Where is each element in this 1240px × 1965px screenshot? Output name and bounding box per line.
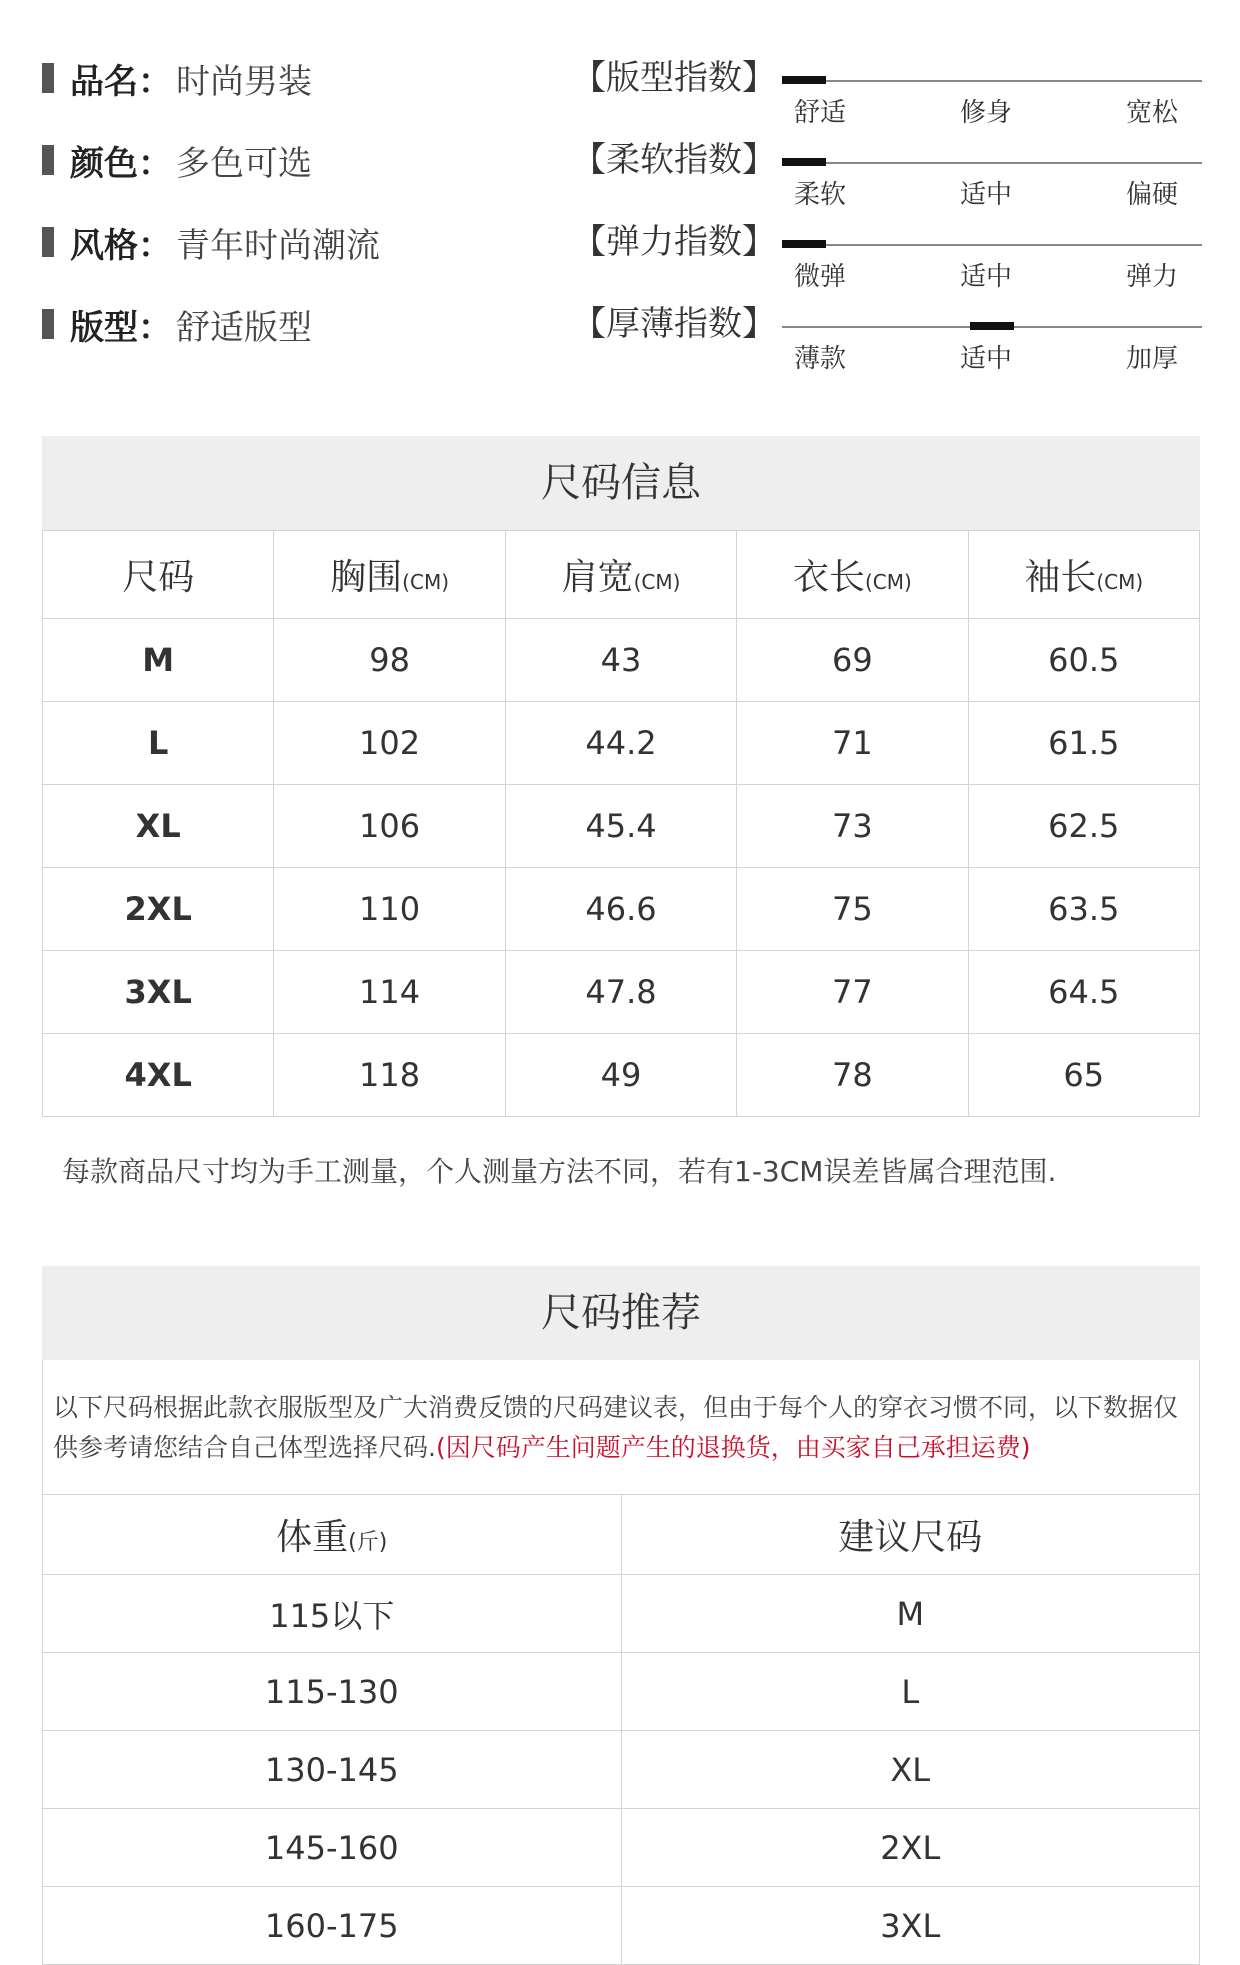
sleeve-cell: 65 [968,1034,1199,1117]
table-row [43,1731,1200,1809]
table-row [43,785,1200,868]
chest-cell: 118 [274,1034,505,1117]
table-row [43,1653,1200,1731]
length-cell: 78 [737,1034,968,1117]
attribute-label: 版型： [70,307,172,348]
scale-marker [782,240,826,248]
column-header-unit: (CM) [864,570,912,594]
scale-label-low: 柔软 [794,180,847,210]
table-row [43,1034,1200,1117]
sleeve-cell: 61.5 [968,702,1199,785]
scale-marker [782,158,826,166]
column-header-unit: (斤) [348,1530,388,1555]
column-header-name: 衣长 [792,557,865,598]
size-cell: M [43,619,274,702]
size-cell: L [43,702,274,785]
column-header-name: 体重 [276,1517,349,1558]
length-cell: 69 [737,619,968,702]
attribute-label: 品名： [70,61,172,102]
index-scale [782,68,1202,128]
attribute-marker [42,227,54,257]
suggested-size-cell: XL [621,1731,1200,1809]
attribute-value: 舒适版型 [176,307,312,348]
sleeve-cell: 62.5 [968,785,1199,868]
index-label: 【厚薄指数】 [572,304,776,344]
sleeve-cell: 63.5 [968,868,1199,951]
size-cell: 4XL [43,1034,274,1117]
shoulder-cell: 44.2 [505,702,736,785]
weight-cell: 160-175 [43,1887,622,1965]
size-info-section [42,436,1200,1117]
size-recommendation-section [42,1266,1200,1965]
length-cell: 77 [737,951,968,1034]
scale-label-low: 微弹 [794,262,847,292]
column-header [43,531,274,619]
column-header [274,531,505,619]
table-row [43,1809,1200,1887]
scale-label-low: 薄款 [794,344,847,374]
scale-label-mid: 适中 [960,180,1013,210]
size-info-title: 尺码信息 [42,436,1200,530]
chest-cell: 98 [274,619,505,702]
weight-cell: 145-160 [43,1809,622,1887]
table-row [43,868,1200,951]
column-header-unit: (CM) [1096,570,1144,594]
length-cell: 71 [737,702,968,785]
column-header-name: 建议尺码 [838,1517,983,1558]
size-cell: 3XL [43,951,274,1034]
chest-cell: 110 [274,868,505,951]
weight-cell: 130-145 [43,1731,622,1809]
attribute-name-group [42,222,380,266]
attribute-value: 青年时尚潮流 [176,225,380,266]
recommendation-desc-text: 以下尺码根据此款衣服版型及广大消费反馈的尺码建议表，但由于每个人的穿衣习惯不同，以下数据仅供参考请您结合自己体型选择尺码. [53,1393,1179,1462]
suggested-size-cell: 3XL [621,1887,1200,1965]
attribute-marker [42,63,54,93]
chest-cell: 106 [274,785,505,868]
index-label: 【柔软指数】 [572,140,776,180]
product-attributes [42,58,1202,378]
column-header [737,531,968,619]
chest-cell: 114 [274,951,505,1034]
scale-label-mid: 适中 [960,344,1013,374]
column-header [43,1495,622,1575]
scale-marker [782,76,826,84]
measurement-note: 每款商品尺寸均为手工测量，个人测量方法不同，若有1-3CM误差皆属合理范围. [62,1155,1057,1188]
length-cell: 75 [737,868,968,951]
column-header-name: 肩宽 [561,557,634,598]
scale-label-high: 弹力 [1126,262,1179,292]
scale-label-high: 加厚 [1126,344,1179,374]
index-scale [782,150,1202,210]
scale-label-mid: 适中 [960,262,1013,292]
scale-line [782,244,1202,246]
shoulder-cell: 43 [505,619,736,702]
attribute-name-group [42,58,312,102]
shoulder-cell: 47.8 [505,951,736,1034]
index-scale [782,232,1202,292]
chest-cell: 102 [274,702,505,785]
column-header-unit: (CM) [633,570,681,594]
column-header-name: 尺码 [122,557,195,598]
return-warning: (因尺码产生问题产生的退换货，由买家自己承担运费) [435,1433,1031,1462]
sleeve-cell: 64.5 [968,951,1199,1034]
table-row [43,1887,1200,1965]
table-row [43,619,1200,702]
column-header [505,531,736,619]
index-label: 【版型指数】 [572,58,776,98]
shoulder-cell: 46.6 [505,868,736,951]
attribute-marker [42,309,54,339]
attribute-label: 风格： [70,225,172,266]
size-info-table [42,530,1200,1117]
suggested-size-cell: M [621,1575,1200,1653]
table-row [43,951,1200,1034]
size-cell: XL [43,785,274,868]
attribute-row [42,140,1202,210]
index-label: 【弹力指数】 [572,222,776,262]
attribute-name-group [42,304,312,348]
attribute-label: 颜色： [70,143,172,184]
scale-line [782,162,1202,164]
length-cell: 73 [737,785,968,868]
index-scale [782,314,1202,374]
weight-cell: 115以下 [43,1575,622,1653]
column-header-name: 袖长 [1024,557,1097,598]
table-header-row [43,531,1200,619]
recommendation-description [42,1360,1200,1494]
attribute-row [42,222,1202,292]
table-row [43,702,1200,785]
attribute-row [42,58,1202,128]
column-header-unit: (CM) [402,570,449,594]
scale-label-mid: 修身 [960,98,1013,128]
attribute-row [42,304,1202,374]
attribute-name-group [42,140,312,184]
scale-label-low: 舒适 [794,98,847,128]
suggested-size-cell: 2XL [621,1809,1200,1887]
column-header [621,1495,1200,1575]
recommendation-title: 尺码推荐 [42,1266,1200,1360]
sleeve-cell: 60.5 [968,619,1199,702]
table-row [43,1575,1200,1653]
recommendation-table [42,1494,1200,1965]
shoulder-cell: 49 [505,1034,736,1117]
column-header-name: 胸围 [330,557,403,598]
attribute-value: 时尚男装 [176,61,312,102]
attribute-value: 多色可选 [176,143,312,184]
shoulder-cell: 45.4 [505,785,736,868]
scale-marker [970,322,1014,330]
column-header [968,531,1199,619]
scale-label-high: 宽松 [1126,98,1179,128]
scale-label-high: 偏硬 [1126,180,1179,210]
table-header-row [43,1495,1200,1575]
scale-line [782,80,1202,82]
weight-cell: 115-130 [43,1653,622,1731]
attribute-marker [42,145,54,175]
size-cell: 2XL [43,868,274,951]
suggested-size-cell: L [621,1653,1200,1731]
